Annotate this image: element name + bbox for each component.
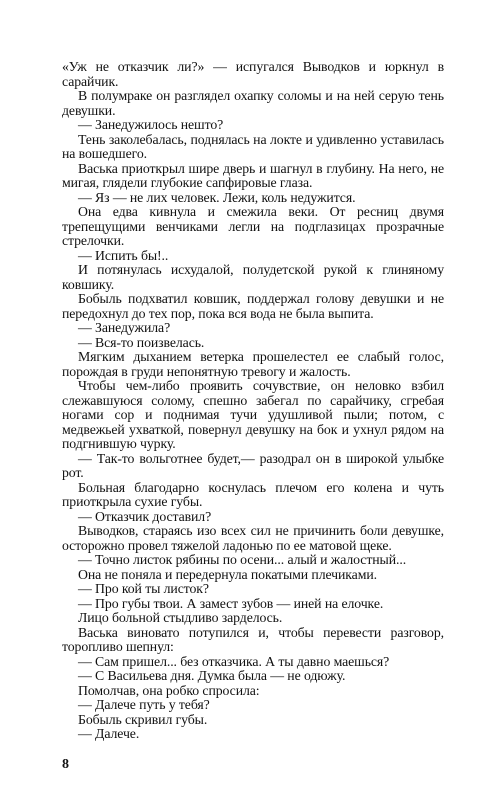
- paragraph: Мягким дыханием ветерка прошелестел ее слабый голос, порождая в груди непонятную тревогу и жалость.: [62, 349, 444, 379]
- paragraph: — Занедужилось нешто?: [78, 117, 224, 132]
- paragraph: Больная благодарно коснулась плечом его колена и чуть приоткрыла сухие губы.: [62, 479, 444, 509]
- page-number: 8: [62, 757, 69, 772]
- paragraph: Тень заколебалась, поднялась на локте и удивленно уставилась на вошедшего.: [62, 131, 444, 161]
- paragraph: — Про кой ты листок?: [78, 581, 209, 596]
- paragraph: — Сам пришел... без отказчика. А ты давно маешься?: [78, 653, 390, 669]
- paragraph: Бобыль подхватил ковшик, поддержал голову девушки и не передохнул до тех пор, пока вся вода не была выпита.: [62, 291, 444, 321]
- paragraph: Бобыль скривил губы.: [78, 711, 208, 727]
- paragraph: — Про губы твои. А замест зубов — иней на елочке.: [78, 595, 384, 611]
- paragraph: — Так-то вольготнее будет,— разодрал он в широкой улыбке рот.: [62, 450, 444, 480]
- paragraph: Чтобы чем-либо проявить сочувствие, он неловко взбил слежавшуюся солому, спешно забегал по сарайчику, сгребая ногами сор и поднимая тучи удушливой пыли; потом, с медвежьей ухваткой, повернул девушку на бок и ухнул рядом на подгнившую чурку.: [62, 378, 444, 451]
- page-text: [62, 60, 444, 742]
- paragraph: Она не поняла и передернула покатыми плечиками.: [78, 566, 377, 582]
- paragraph: Помолчав, она робко спросила:: [78, 682, 260, 698]
- paragraph: Выводков, стараясь изо всех сил не причинить боли девушке, осторожно провел тяжелой ладонью по ее матовой щеке.: [62, 523, 444, 553]
- paragraph: В полумраке он разглядел охапку соломы и на ней серую тень девушки.: [62, 88, 444, 118]
- paragraph: — С Васильева дня. Думка была — не одюжу.: [78, 668, 346, 683]
- paragraph: Васька приоткрыл шире дверь и шагнул в глубину. На него, не мигая, глядели глубокие сапфировые глаза.: [62, 160, 444, 190]
- paragraph: — Далече путь у тебя?: [78, 697, 210, 712]
- paragraph: Она едва кивнула и смежила веки. От ресниц двумя трепещущими венчиками легли на подглазицах прозрачные стрелочки.: [62, 204, 444, 248]
- paragraph: — Яз — не лих человек. Лежи, коль недужится.: [78, 189, 356, 205]
- paragraph: Лицо больной стыдливо зарделось.: [78, 610, 283, 625]
- paragraph: — Далече.: [78, 726, 140, 741]
- paragraph: И потянулась исхудалой, полудетской рукой к глиняному ковшику.: [62, 262, 444, 292]
- paragraph: — Испить бы!..: [78, 247, 169, 263]
- paragraph: — Занедужила?: [78, 320, 171, 335]
- paragraph: — Отказчик доставил?: [78, 508, 212, 524]
- paragraph: Васька виновато потупился и, чтобы перевести разговор, торопливо шепнул:: [62, 624, 444, 654]
- paragraph: — Точно листок рябины по осени... алый и жалостный...: [78, 552, 407, 567]
- paragraph: — Вся-то поизвелась.: [78, 334, 205, 350]
- paragraph: «Уж не отказчик ли?» — испугался Выводков и юркнул в сарайчик.: [62, 59, 444, 89]
